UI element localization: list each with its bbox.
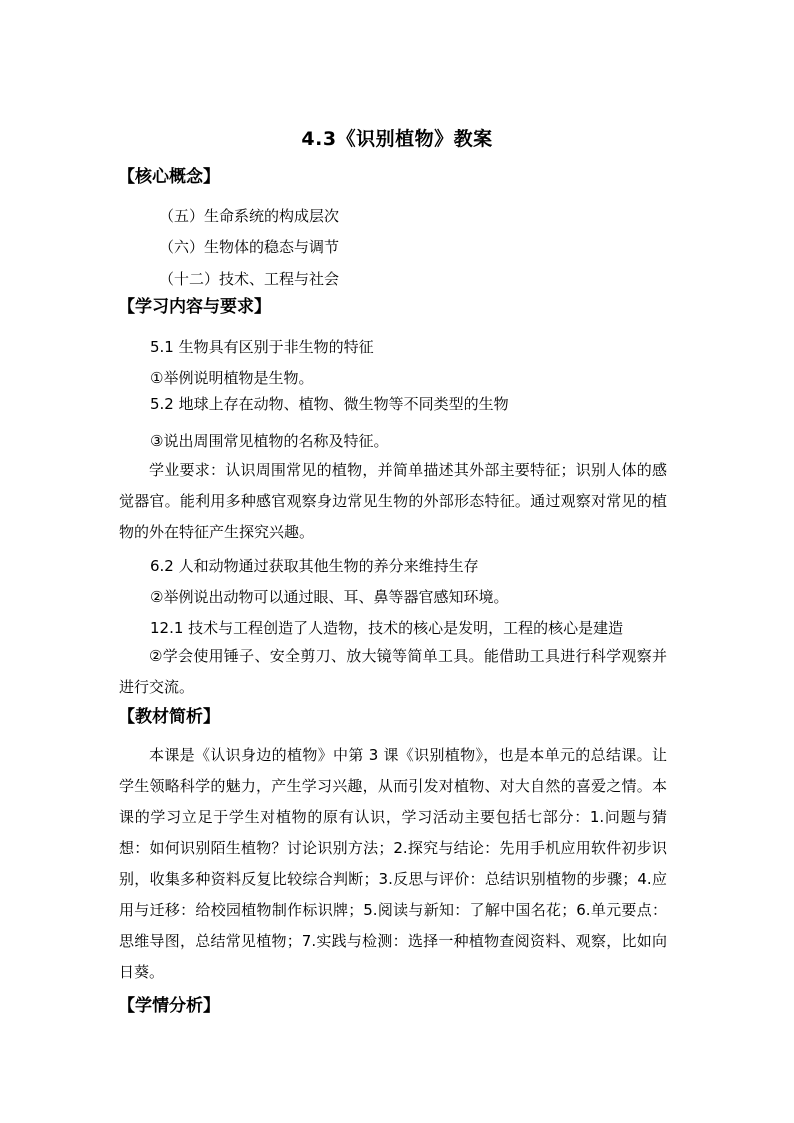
- heading-core-concept: 【核心概念】: [118, 167, 220, 187]
- heading-student-analysis: 【学情分析】: [118, 996, 220, 1016]
- heading-textbook-analysis: 【教材简析】: [118, 707, 220, 727]
- learning-item: 5.1 生物具有区别于非生物的特征: [150, 338, 374, 356]
- learning-item: ①举例说明植物是生物。: [150, 369, 314, 387]
- heading-learning-content: 【学习内容与要求】: [118, 297, 271, 317]
- tool-use-paragraph: ②学会使用锤子、安全剪刀、放大镜等简单工具。能借助工具进行科学观察并进行交流。: [119, 647, 667, 696]
- core-concept-item: （五）生命系统的构成层次: [159, 207, 340, 225]
- learning-item: ②举例说出动物可以通过眼、耳、鼻等器官感知环境。: [150, 588, 509, 606]
- learning-item: 6.2 人和动物通过获取其他生物的养分来维持生存: [150, 557, 479, 575]
- core-concept-item: （六）生物体的稳态与调节: [159, 238, 340, 256]
- learning-item: ③说出周围常见植物的名称及特征。: [150, 432, 389, 450]
- learning-requirement-paragraph: 学业要求：认识周围常见的植物，并简单描述其外部主要特征；识别人体的感觉器官。能利用多种感官观察身边常见生物的外部形态特征。通过观察对常见的植物的外在特征产生探究兴趣。: [119, 461, 667, 541]
- learning-item: 5.2 地球上存在动物、植物、微生物等不同类型的生物: [150, 395, 509, 413]
- core-concept-item: （十二）技术、工程与社会: [159, 270, 340, 288]
- page-title: 4.3《识别植物》教案: [301, 128, 493, 150]
- learning-item: 12.1 技术与工程创造了人造物，技术的核心是发明，工程的核心是建造: [150, 619, 624, 637]
- textbook-analysis-paragraph: 本课是《认识身边的植物》中第 3 课《识别植物》，也是本单元的总结课。让学生领略科学的魅力，产生学习兴趣，从而引发对植物、对大自然的喜爱之情。本课的学习立足于学生对植物的原有认识，学习活动主要包括七部分：1.问题与猜想：如何识别陌生植物？讨论识别方法；2.探究与结论：先用手机应用软件初步识别，收集多种资料反复比较综合判断；3.反思与评价：总结识别植物的步骤；4.应用与迁移：给校园植物制作标识牌；5.阅读与新知：了解中国名花；6.单元要点：思维导图，总结常见植物；7.实践与检测：选择一种植物查阅资料、观察，比如向日葵。: [119, 746, 667, 981]
